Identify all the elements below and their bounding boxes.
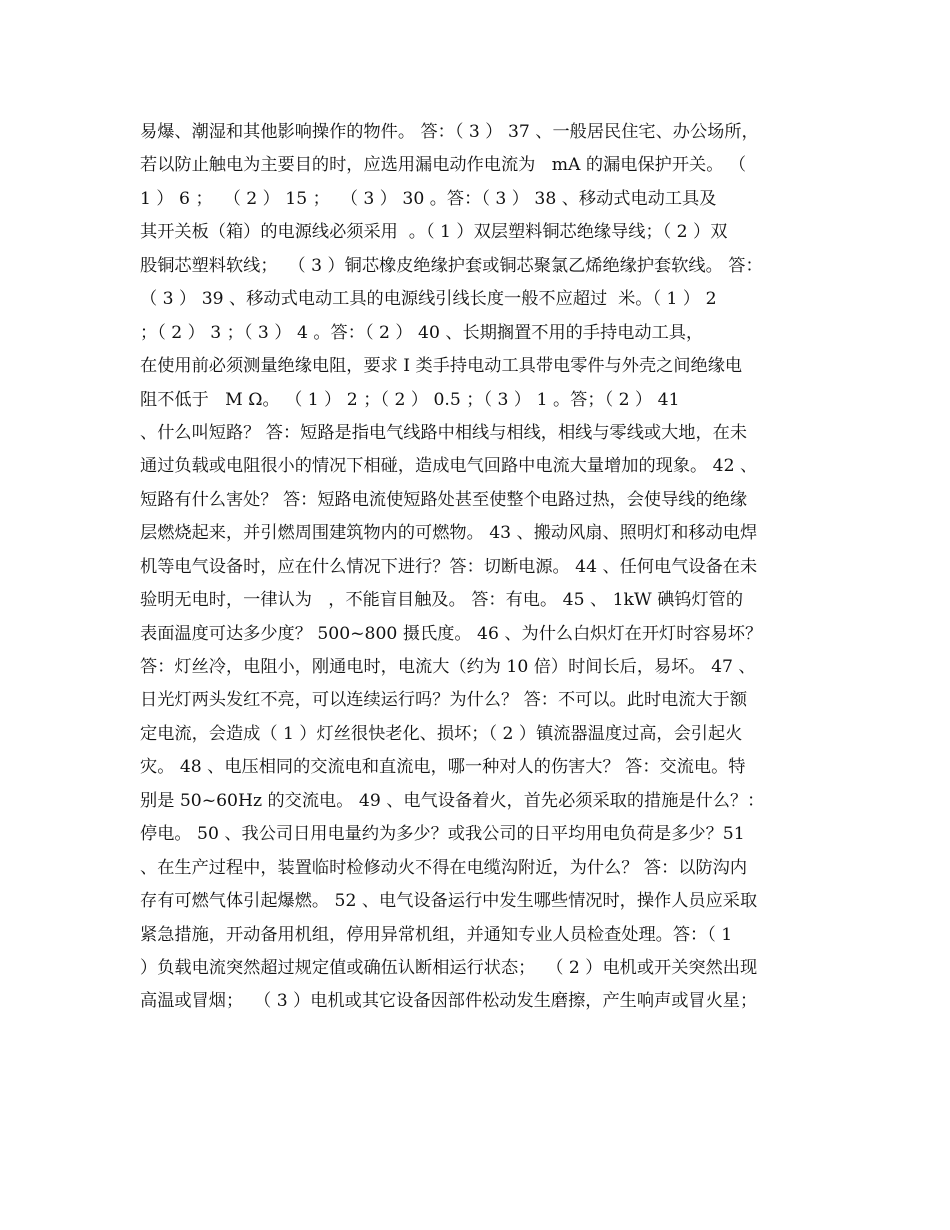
text-line: 机等电气设备时，应在什么情况下进行？答：切断电源。 44 、任何电气设备在未 [140,556,758,577]
text-line: 停电。 50 、我公司日用电量约为多少？或我公司的日平均用电负荷是多少？51 [140,824,745,845]
text-line: ）负载电流突然超过规定值或确伍认断相运行状态； （ 2 ）电机或开关突然出现 [140,957,758,978]
text-line: 存有可燃气体引起爆燃。 52 、电气设备运行中发生哪些情况时，操作人员应采取 [140,891,758,912]
text-line: 短路有什么害处？ 答：短路电流使短路处甚至使整个电路过热，会使导线的绝缘 [140,489,748,510]
body-text [140,116,820,1019]
text-line: 层燃烧起来，并引燃周围建筑物内的可燃物。 43 、搬动风扇、照明灯和移动电焊 [140,523,758,544]
text-line: 定电流，会造成（ 1 ）灯丝很快老化、损坏；（ 2 ）镇流器温度过高，会引起火 [140,723,743,744]
text-line: 1 ） 6 ； （ 2 ） 15 ； （ 3 ） 30 。答：（ 3 ） 38 、移动式电动工具及 [140,188,717,209]
text-line: 通过负载或电阻很小的情况下相碰，造成电气回路中电流大量增加的现象。 42 、 [140,456,758,477]
text-line: 易爆、潮湿和其他影响操作的物件。 答：（ 3 ） 37 、一般居民住宅、办公场所， [140,122,759,142]
text-line: ；（ 2 ） 3 ；（ 3 ） 4 。答：（ 2 ） 40 、长期搁置不用的手持电动工具， [140,322,704,343]
text-line: 别是 50~60Hz 的交流电。 49 、电气设备着火，首先必须采取的措施是什么？： [140,790,765,811]
text-line: 在使用前必须测量绝缘电阻，要求 I 类手持电动工具带电零件与外壳之间绝缘电 [140,356,743,377]
text-line: 灾。 48 、电压相同的交流电和直流电，哪一种对人的伤害大？ 答：交流电。特 [140,757,746,778]
text-line: 紧急措施，开动备用机组，停用异常机组，并通知专业人员检查处理。答：（ 1 [140,924,733,945]
text-line: 其开关板（箱）的电源线必须采用 。（ 1 ）双层塑料铜芯绝缘导线；（ 2 ）双 [140,222,728,243]
text-line: 、什么叫短路？ 答：短路是指电气线路中相线与相线，相线与零线或大地，在未 [140,422,748,443]
text-line: 表面温度可达多少度？ 500~800 摄氏度。 46 、为什么白炽灯在开灯时容易坏？ [140,623,763,644]
text-line: 股铜芯塑料软线； （ 3 ）铜芯橡皮绝缘护套或铜芯聚氯乙烯绝缘护套软线。 答： [140,255,763,276]
text-line: 、在生产过程中，装置临时检修动火不得在电缆沟附近，为什么？ 答：以防沟内 [140,857,748,878]
text-line: 日光灯两头发红不亮，可以连续运行吗？为什么？ 答：不可以。此时电流大于额 [140,690,748,711]
text-line: 阻不低于 M Ω。 （ 1 ） 2 ；（ 2 ） 0.5 ；（ 3 ） 1 。答；（ 2 ） 41 [140,389,680,410]
text-line: 若以防止触电为主要目的时，应选用漏电动作电流为 mA 的漏电保护开关。 （ [140,155,747,176]
text-line: 高温或冒烟； （ 3 ）电机或其它设备因部件松动发生磨擦，产生响声或冒火星； [140,991,758,1012]
text-line: 验明无电时，一律认为 ，不能盲目触及。 答：有电。 45 、 1kW 碘钨灯管的 [140,590,744,611]
text-line: （ 3 ） 39 、移动式电动工具的电源线引线长度一般不应超过 米。（ 1 ） 2 [140,289,717,310]
text-line: 答：灯丝冷，电阻小，刚通电时，电流大（约为 10 倍）时间长后，易坏。 47 、 [140,657,756,677]
